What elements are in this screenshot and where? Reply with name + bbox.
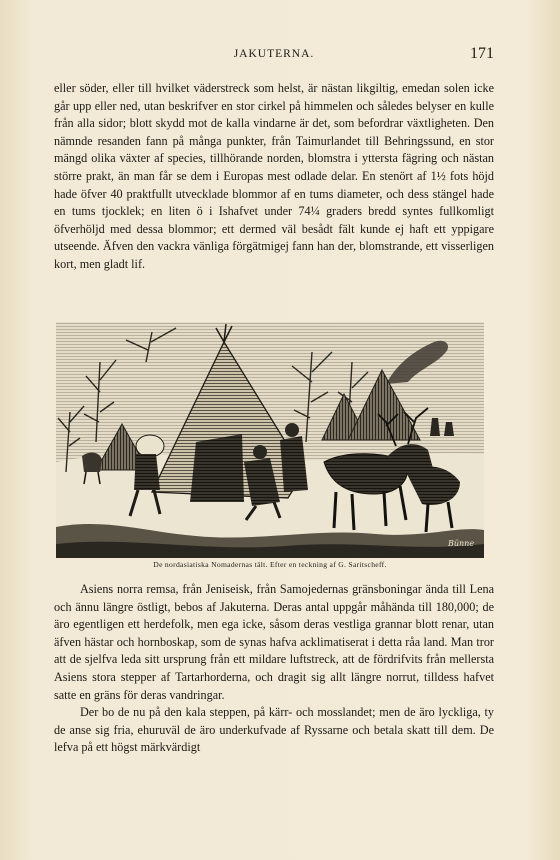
artist-signature: Bünne <box>448 539 475 548</box>
paragraph: eller söder, eller till hvilket väderstreck som helst, är nästan likgiltig, emedan solen icke går upp eller ned, utan beskrifver en stor cirkel på himmelen och således belyser en kulle från alla sidor; blott skydd mot de kalla vindarne är det, som befordrar växtligheten. Den nämnde resanden fann på många punkter, från Taimurlandet till Behringssund, en stor mängd olika växter af species, tillhörande norden, blomstra i yttersta fägring och nästan större prakt, än man får se dem i Europas mest odlade delar. En stenört af 1½ fots höjd hade öfver 40 praktfullt utvecklade blommor af en tums diameter, och dess stängel hade en tums tjocklek; en liten ö i Ishafvet under 74¼ graders bredd syntes fullkomligt öfverhöljd med dessa blommor; ett dermed väl besådt fält kunde ej haft ett yppigare utseende. Äfven den vackra vänliga förgätmigej fann han der, blomstrande, ett visserligen kort, men gladt lif. <box>54 81 494 271</box>
tent-opening <box>190 434 244 502</box>
running-head <box>54 45 494 68</box>
nomad-tents-engraving <box>56 322 484 558</box>
running-title: JAKUTERNA. <box>233 48 315 60</box>
body-text-bottom <box>54 581 494 757</box>
paragraph: Der bo de nu på den kala steppen, på kärr- och mosslandet; men de äro lyckliga, ty de anse sig fria, ehuruväl de äro underkufvade af Ryssarne och betala skatt till dem. De lefva på ett högst märkvärdigt <box>54 705 494 755</box>
paragraph: Asiens norra remsa, från Jeniseisk, från Samojedernas gränsboningar ända till Lena och ännu längre östligt, bebos af Jakuterna. Deras antal uppgår måhända till 180,000; de äro egentligen ett herdefolk, men ega icke, såsom deras vestliga grannar blott renar, utan äfven hästar och hornboskap, som de synas hafva acklimatiserat i detta råa land. Man tror att de sjelfva leda sitt ursprung från ett mildare luftstreck, att de fördrifvits från mellersta Asiens stora stepper af Tartarhorderna, och dragit sig allt längre norrut, tilldess hafvet satte en gräns för deras vandringar. <box>54 582 494 702</box>
body-text-top <box>54 80 494 274</box>
figure-caption: De nordasiatiska Nomadernas tält. Efter en teckning af G. Saritscheff. <box>153 560 387 569</box>
woodcut-illustration <box>56 322 484 558</box>
page-number: 171 <box>470 45 494 62</box>
